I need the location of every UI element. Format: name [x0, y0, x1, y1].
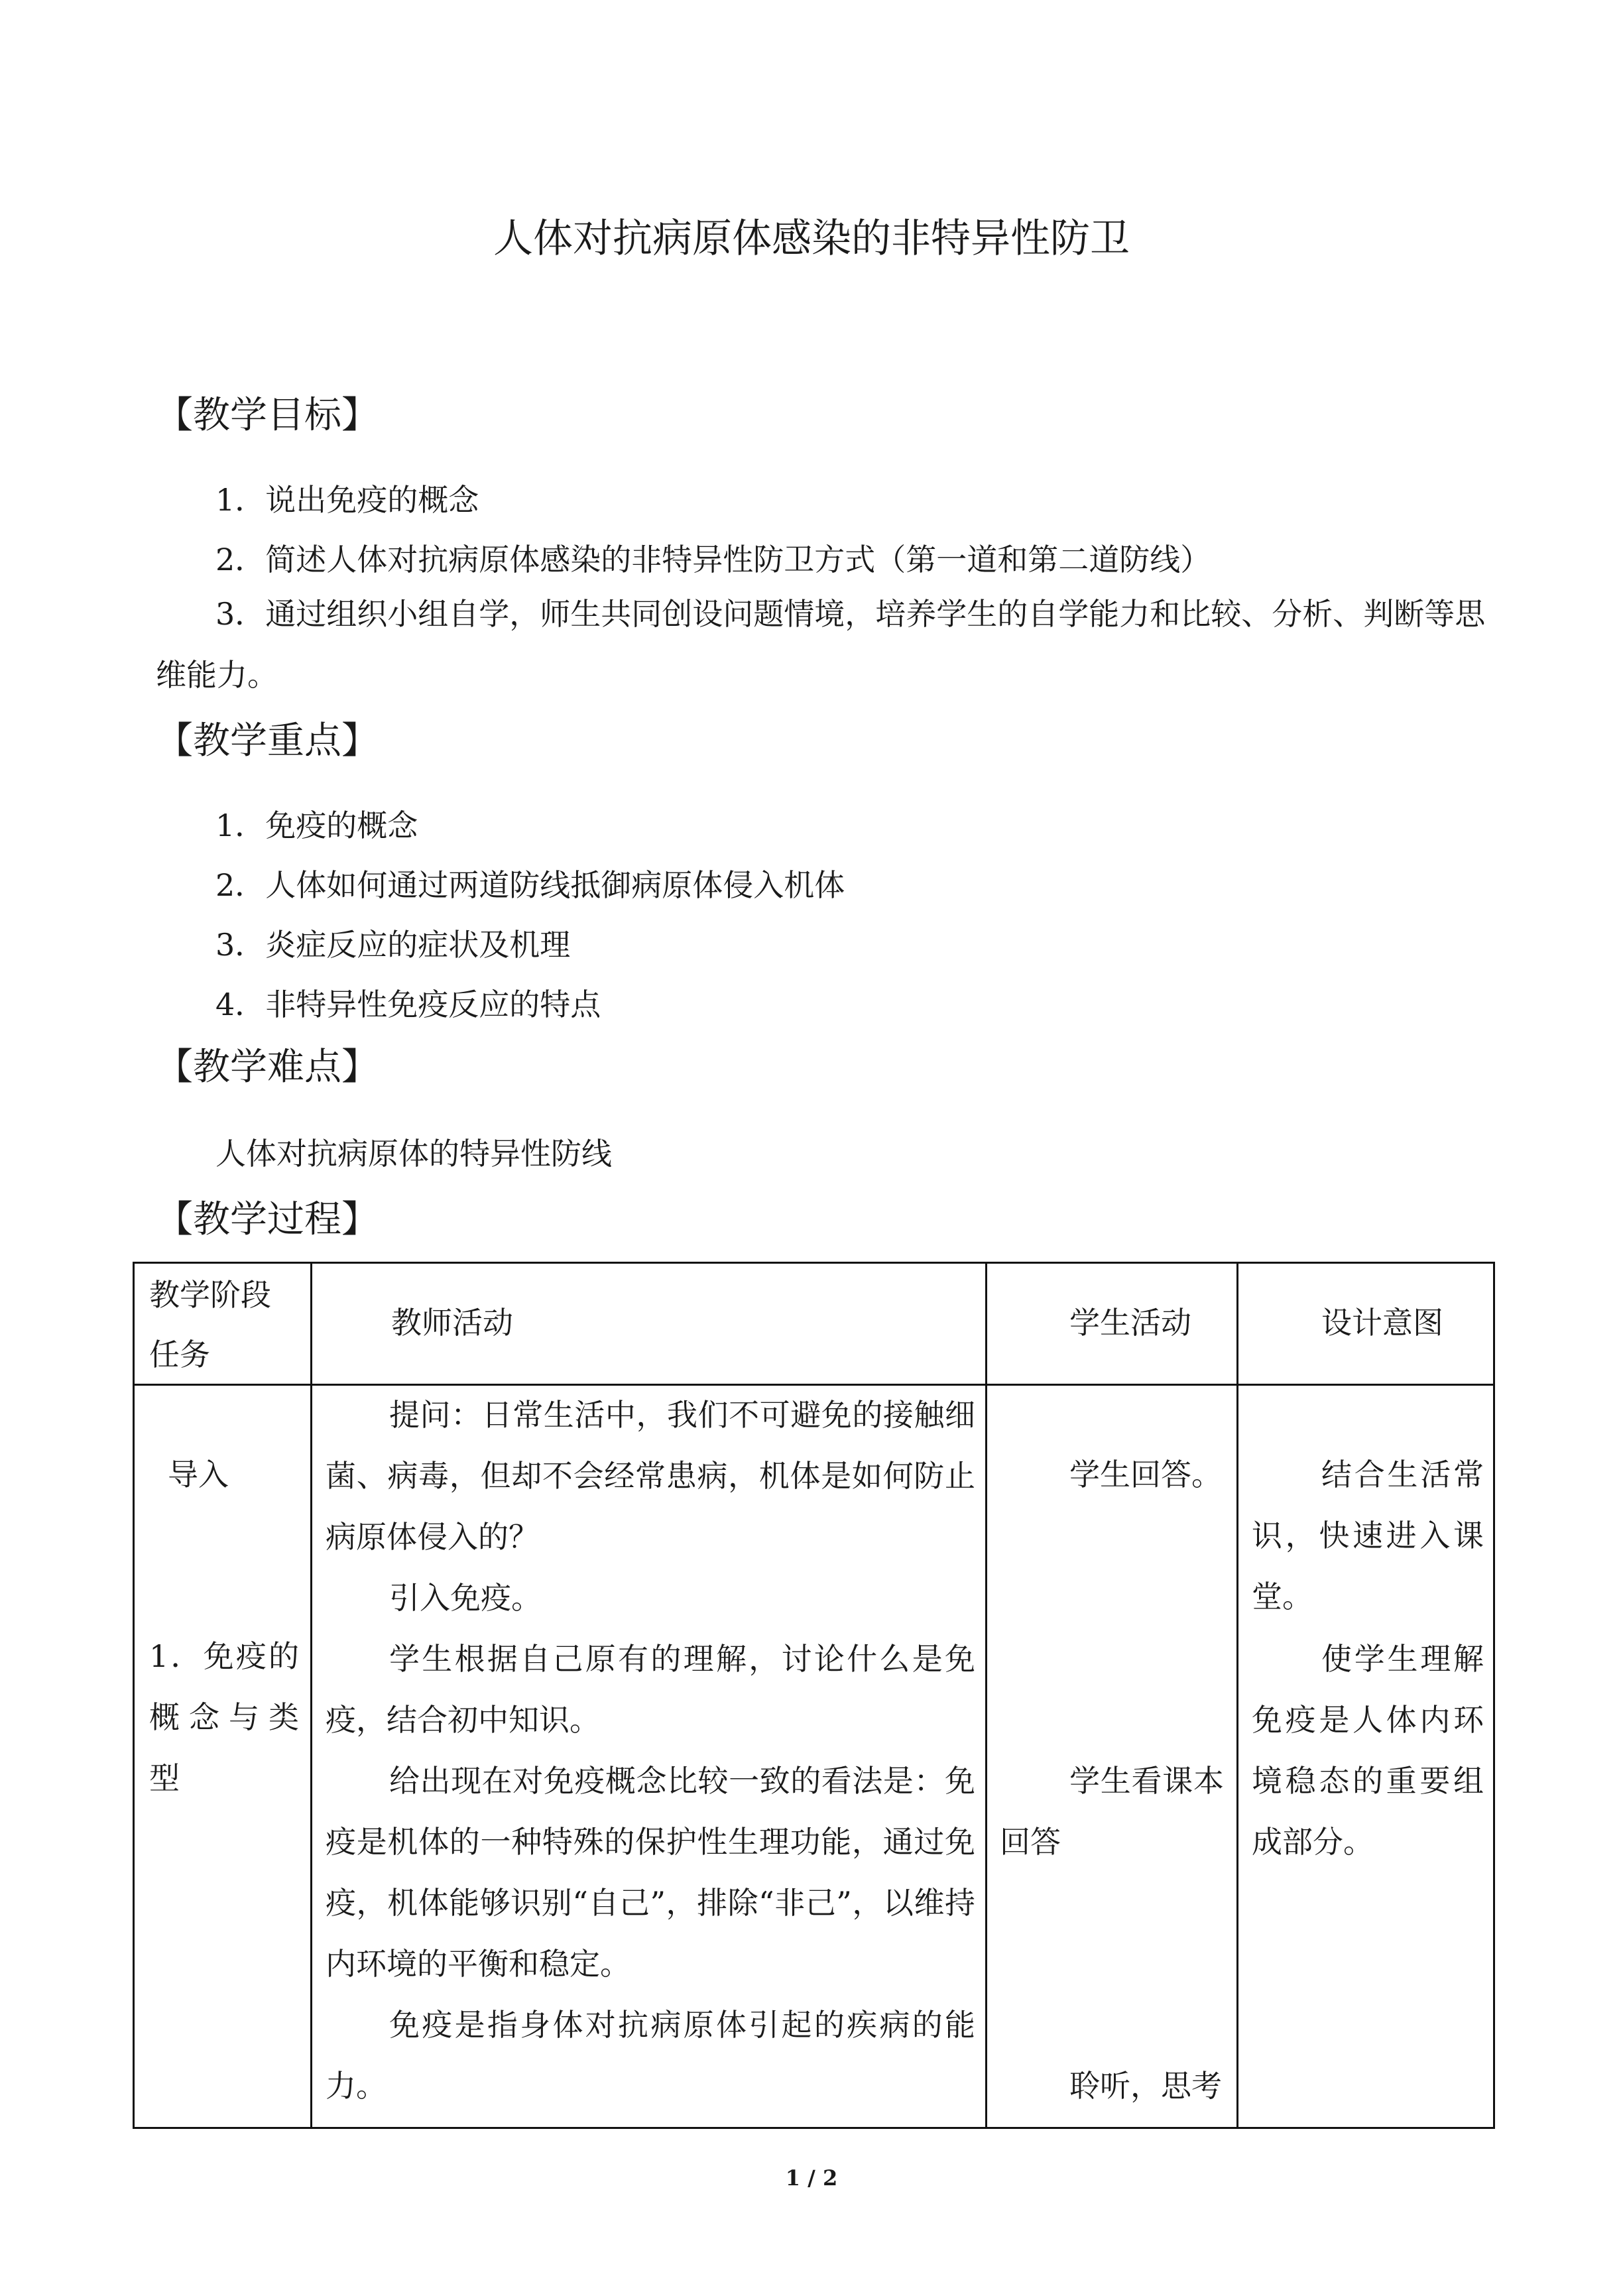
stage-concept: 1．免疫的概念与类型 — [149, 1638, 299, 1796]
teacher-immunity-meaning: 免疫是指身体对抗病原体引起的疾病的能力。 — [326, 2007, 975, 2104]
objective-item-1: 1．说出免疫的概念 — [215, 482, 479, 518]
header-student: 学生活动 — [1069, 1305, 1191, 1341]
intent-concept: 使学生理解免疫是人体内环境稳态的重要组成部分。 — [1252, 1641, 1484, 1860]
teacher-discussion: 学生根据自己原有的理解，讨论什么是免疫，结合初中知识。 — [326, 1641, 975, 1738]
objectives-heading: 【教学目标】 — [156, 394, 379, 437]
student-listen-think: 聆听，思考 — [1069, 2068, 1222, 2104]
student-read-answer: 学生看课本回答 — [1000, 1763, 1224, 1860]
objective-item-2: 2．简述人体对抗病原体感染的非特异性防卫方式（第一道和第二道防线） — [215, 542, 1211, 577]
key-point-item-1: 1．免疫的概念 — [215, 808, 418, 843]
header-teacher: 教师活动 — [391, 1305, 513, 1341]
column-divider — [310, 1264, 312, 2127]
column-divider — [1236, 1264, 1238, 2127]
process-table — [133, 1262, 1495, 2129]
page-title: 人体对抗病原体感染的非特异性防卫 — [493, 215, 1130, 262]
header-intent: 设计意图 — [1321, 1305, 1443, 1341]
key-point-item-4: 4．非特异性免疫反应的特点 — [215, 987, 601, 1022]
difficulties-text: 人体对抗病原体的特异性防线 — [215, 1136, 612, 1172]
key-point-item-3: 3．炎症反应的症状及机理 — [215, 927, 571, 963]
teacher-definition: 给出现在对免疫概念比较一致的看法是：免疫是机体的一种特殊的保护性生理功能，通过免疫，机体能够识别“自己”，排除“非己”，以维持内环境的平衡和稳定。 — [326, 1763, 975, 1982]
difficulties-heading: 【教学难点】 — [156, 1046, 379, 1089]
intent-intro: 结合生活常识，快速进入课堂。 — [1252, 1457, 1484, 1614]
header-stage: 教学阶段任务 — [149, 1277, 271, 1372]
objective-item-3: 3．通过组织小组自学，师生共同创设问题情境，培养学生的自学能力和比较、分析、判断等思维能力。 — [156, 596, 1486, 693]
teacher-question: 提问：日常生活中，我们不可避免的接触细菌、病毒，但却不会经常患病，机体是如何防止病原体侵入的？ — [326, 1397, 975, 1555]
key-points-heading: 【教学重点】 — [156, 719, 379, 762]
teacher-intro-immunity: 引入免疫。 — [389, 1580, 542, 1616]
column-divider — [985, 1264, 987, 2127]
student-answer: 学生回答。 — [1069, 1457, 1222, 1492]
page-number: 1 / 2 — [785, 2165, 838, 2191]
stage-intro: 导入 — [168, 1457, 229, 1492]
key-point-item-2: 2．人体如何通过两道防线抵御病原体侵入机体 — [215, 867, 845, 903]
process-heading: 【教学过程】 — [156, 1198, 379, 1241]
